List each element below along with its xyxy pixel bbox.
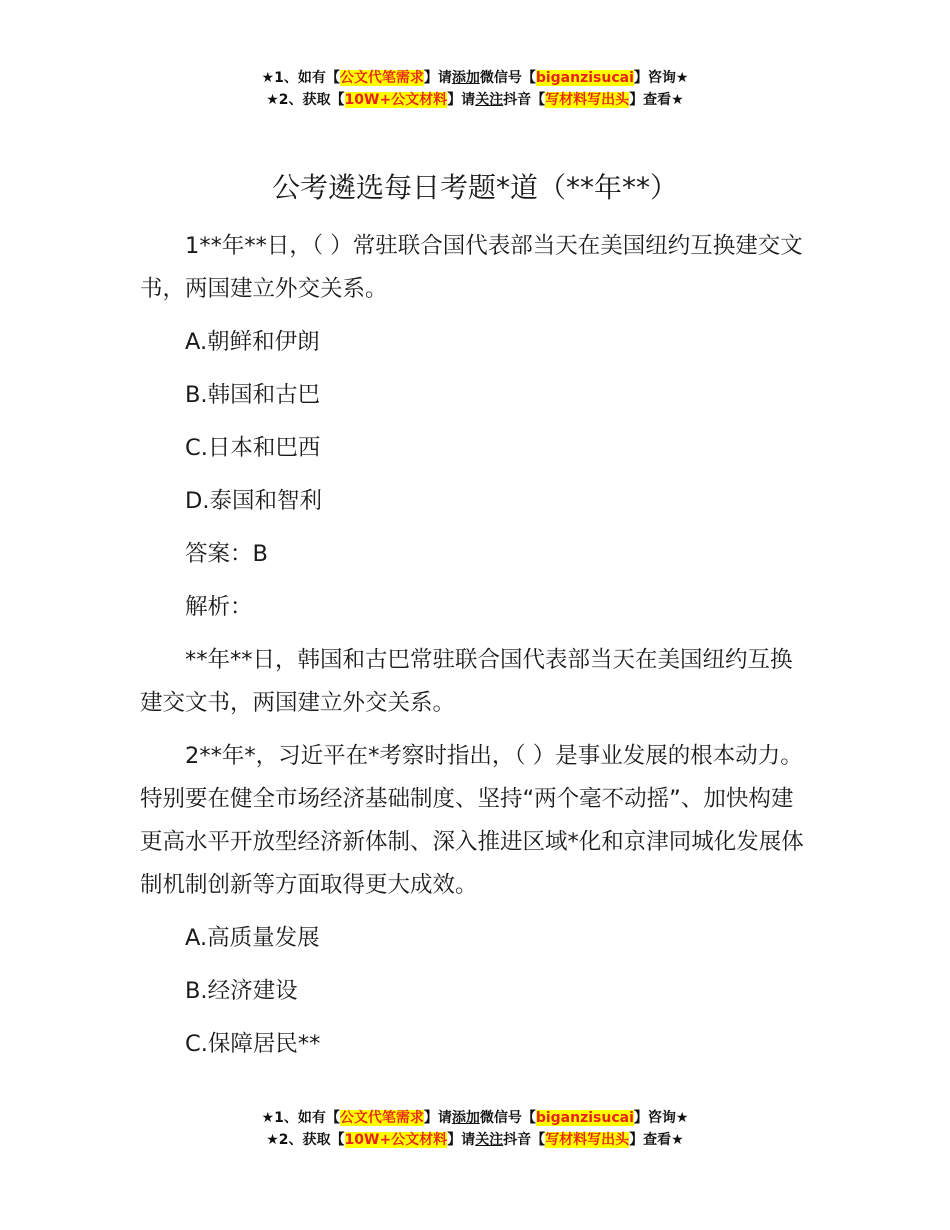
banner-highlight: biganzisucai <box>535 70 634 86</box>
banner-highlight: 10W+公文材料 <box>344 1132 448 1148</box>
banner-highlight: biganzisucai <box>535 1110 634 1126</box>
banner-underline: 关注 <box>475 92 504 108</box>
header-banner <box>0 67 950 111</box>
banner-text: 】咨询★ <box>633 70 689 86</box>
banner-text: 微信号【 <box>479 70 536 86</box>
banner-text: 微信号【 <box>479 1110 536 1126</box>
banner-text: 】请 <box>447 1132 476 1148</box>
q2-option-c: C.保障居民** <box>185 1031 321 1057</box>
banner-underline: 关注 <box>475 1132 504 1148</box>
q2-option-b: B.经济建设 <box>185 978 298 1004</box>
page-title: 公考遴选每日考题*道（**年**） <box>271 171 678 204</box>
q1-analysis: **年**日，韩国和古巴常驻联合国代表部当天在美国纽约互换建交文书，两国建立外交关系。 <box>140 647 793 716</box>
q1-answer: 答案：B <box>185 541 268 567</box>
banner-text: ★1、如有【 <box>261 1110 340 1126</box>
banner-line-2 <box>0 1129 950 1151</box>
q2-option-a: A.高质量发展 <box>185 925 320 951</box>
banner-text: 】请 <box>447 92 476 108</box>
q1-option-a: A.朝鲜和伊朗 <box>185 329 320 355</box>
banner-line-2 <box>0 89 950 111</box>
banner-text: 】请 <box>423 1110 452 1126</box>
banner-highlight: 写材料写出头 <box>545 92 630 108</box>
banner-text: 抖音【 <box>503 92 546 108</box>
banner-text: 】查看★ <box>629 92 684 108</box>
question-2: 2**年*，习近平在*考察时指出，（ ）是事业发展的根本动力。特别要在健全市场经济基础制度、坚持“两个毫不动摇”、加快构建更高水平开放型经济新体制、深入推进区域*化和京津同城化发展体制机制创新等方面取得更大成效。 <box>140 743 804 898</box>
banner-underline: 添加 <box>451 1110 480 1126</box>
q1-option-d: D.泰国和智利 <box>185 488 322 514</box>
banner-highlight: 10W+公文材料 <box>344 92 448 108</box>
banner-highlight: 公文代笔需求 <box>339 1110 424 1126</box>
banner-text: 】请 <box>423 70 452 86</box>
banner-text: 】查看★ <box>629 1132 684 1148</box>
banner-line-1 <box>0 67 950 89</box>
footer-banner <box>0 1107 950 1151</box>
banner-line-1 <box>0 1107 950 1129</box>
banner-text: ★2、获取【 <box>266 1132 345 1148</box>
banner-text: ★2、获取【 <box>266 92 345 108</box>
q1-option-b: B.韩国和古巴 <box>185 382 321 408</box>
banner-underline: 添加 <box>451 70 480 86</box>
banner-text: 】咨询★ <box>633 1110 689 1126</box>
question-1: 1**年**日，（ ）常驻联合国代表部当天在美国纽约互换建交文书，两国建立外交关系。 <box>140 233 803 302</box>
banner-highlight: 公文代笔需求 <box>339 70 424 86</box>
q1-option-c: C.日本和巴西 <box>185 435 321 461</box>
banner-text: ★1、如有【 <box>261 70 340 86</box>
q1-analysis-label: 解析： <box>185 594 253 620</box>
document-body <box>140 225 812 1076</box>
banner-text: 抖音【 <box>503 1132 546 1148</box>
banner-highlight: 写材料写出头 <box>545 1132 630 1148</box>
